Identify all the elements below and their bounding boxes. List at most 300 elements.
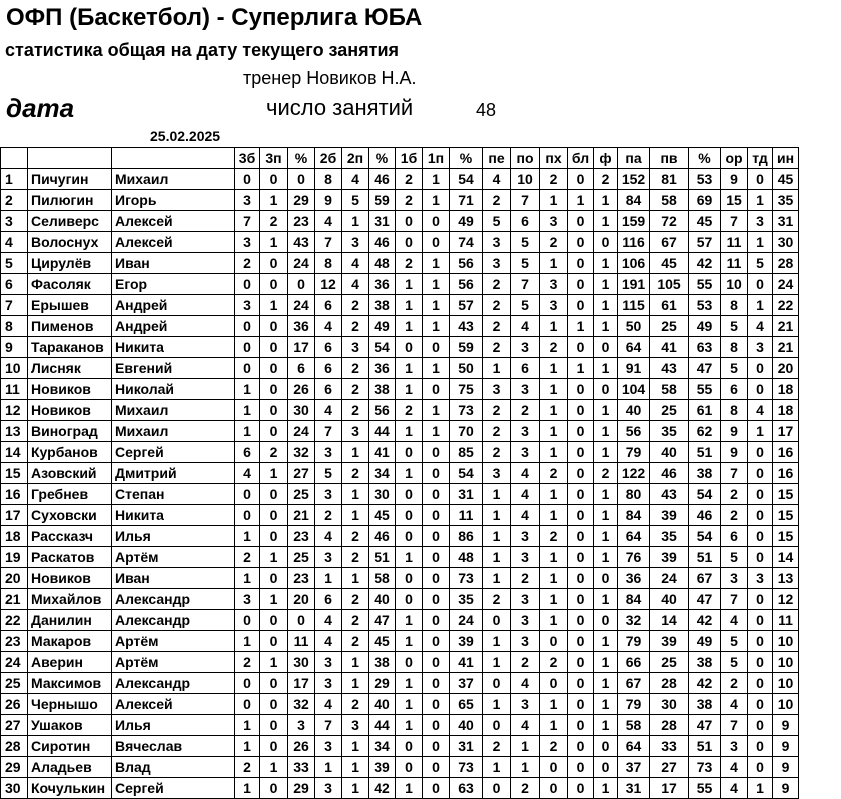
stat-cell: 8 — [721, 400, 748, 421]
stat-cell: 0 — [396, 337, 423, 358]
stat-cell: 0 — [396, 736, 423, 757]
surname-cell: Новиков — [28, 379, 112, 400]
stat-cell: 1 — [483, 568, 511, 589]
stat-cell: 0 — [396, 232, 423, 253]
table-row — [1, 421, 799, 442]
stat-cell: 1 — [594, 715, 618, 736]
stat-cell: 2 — [396, 169, 423, 190]
stat-cell: 0 — [568, 673, 594, 694]
surname-cell: Новиков — [28, 400, 112, 421]
stat-cell: 1 — [235, 421, 260, 442]
stat-cell: 1 — [235, 400, 260, 421]
stat-cell: 1 — [540, 694, 568, 715]
stat-cell: 1 — [540, 715, 568, 736]
stat-cell: 10 — [773, 673, 799, 694]
stat-cell: 3 — [748, 337, 773, 358]
stat-cell: 34 — [369, 736, 396, 757]
row-number-cell: 1 — [1, 169, 28, 190]
stat-cell: 0 — [260, 505, 288, 526]
stat-cell: 42 — [689, 673, 721, 694]
column-header: па — [618, 148, 650, 169]
stat-cell: 1 — [594, 484, 618, 505]
stat-cell: 1 — [594, 694, 618, 715]
stat-cell: 1 — [748, 190, 773, 211]
first-name-cell: Сергей — [112, 442, 235, 463]
stat-cell: 1 — [594, 526, 618, 547]
stat-cell: 0 — [568, 442, 594, 463]
stat-cell: 5 — [511, 295, 540, 316]
stat-cell: 1 — [342, 568, 369, 589]
stat-cell: 10 — [721, 274, 748, 295]
stat-cell: 2 — [540, 463, 568, 484]
stat-cell: 1 — [483, 505, 511, 526]
stat-cell: 4 — [721, 610, 748, 631]
surname-cell: Фасоляк — [28, 274, 112, 295]
stat-cell: 35 — [650, 526, 689, 547]
surname-cell: Пилюгин — [28, 190, 112, 211]
stat-cell: 0 — [568, 568, 594, 589]
stat-cell: 56 — [369, 400, 396, 421]
stat-cell: 42 — [689, 253, 721, 274]
stat-cell: 24 — [288, 253, 315, 274]
stat-cell: 0 — [594, 757, 618, 778]
stat-cell: 8 — [721, 295, 748, 316]
stat-cell: 1 — [540, 610, 568, 631]
stat-cell: 1 — [748, 421, 773, 442]
stat-cell: 30 — [773, 232, 799, 253]
stat-cell: 26 — [288, 736, 315, 757]
table-row — [1, 295, 799, 316]
stat-cell: 0 — [423, 610, 450, 631]
stat-cell: 5 — [342, 190, 369, 211]
stat-cell: 5 — [748, 253, 773, 274]
stat-cell: 0 — [748, 526, 773, 547]
stat-cell: 3 — [235, 589, 260, 610]
stat-cell: 64 — [618, 337, 650, 358]
stat-cell: 56 — [450, 274, 483, 295]
stat-cell: 159 — [618, 211, 650, 232]
stat-cell: 81 — [650, 169, 689, 190]
stat-cell: 0 — [260, 400, 288, 421]
column-header: 1п — [423, 148, 450, 169]
stat-cell: 1 — [594, 295, 618, 316]
stat-cell: 0 — [568, 757, 594, 778]
stat-cell: 0 — [260, 358, 288, 379]
stat-cell: 2 — [511, 778, 540, 799]
stat-cell: 1 — [594, 274, 618, 295]
stat-cell: 34 — [369, 463, 396, 484]
stat-cell: 3 — [315, 778, 342, 799]
stat-cell: 18 — [773, 379, 799, 400]
stat-cell: 0 — [423, 379, 450, 400]
stat-cell: 2 — [342, 631, 369, 652]
stat-cell: 1 — [594, 547, 618, 568]
stat-cell: 1 — [396, 379, 423, 400]
stat-cell: 6 — [721, 526, 748, 547]
row-number-cell: 29 — [1, 757, 28, 778]
column-header: пх — [540, 148, 568, 169]
stat-cell: 0 — [748, 379, 773, 400]
stat-cell: 2 — [721, 484, 748, 505]
stat-cell: 1 — [540, 442, 568, 463]
stat-cell: 1 — [423, 274, 450, 295]
stat-cell: 0 — [568, 211, 594, 232]
table-row — [1, 442, 799, 463]
stat-cell: 9 — [315, 190, 342, 211]
stat-cell: 73 — [450, 568, 483, 589]
stat-cell: 33 — [288, 757, 315, 778]
stat-cell: 70 — [450, 421, 483, 442]
stat-cell: 30 — [369, 484, 396, 505]
stat-cell: 0 — [568, 421, 594, 442]
stat-cell: 2 — [235, 652, 260, 673]
stat-cell: 45 — [369, 505, 396, 526]
stat-cell: 0 — [423, 631, 450, 652]
stat-cell: 61 — [650, 295, 689, 316]
surname-cell: Тараканов — [28, 337, 112, 358]
table-row — [1, 568, 799, 589]
stat-cell: 3 — [511, 379, 540, 400]
stat-cell: 1 — [235, 715, 260, 736]
stat-cell: 2 — [483, 589, 511, 610]
stat-cell: 37 — [618, 757, 650, 778]
stat-cell: 0 — [568, 463, 594, 484]
first-name-cell: Михаил — [112, 169, 235, 190]
stat-cell: 2 — [315, 505, 342, 526]
stat-cell: 25 — [288, 547, 315, 568]
stat-cell: 0 — [483, 715, 511, 736]
stat-cell: 39 — [450, 631, 483, 652]
stat-cell: 0 — [396, 589, 423, 610]
stat-cell: 1 — [396, 295, 423, 316]
stat-cell: 54 — [689, 526, 721, 547]
stat-cell: 4 — [511, 673, 540, 694]
stat-cell: 0 — [423, 484, 450, 505]
first-name-cell: Никита — [112, 337, 235, 358]
stat-cell: 22 — [773, 295, 799, 316]
stat-cell: 49 — [450, 211, 483, 232]
row-number-cell: 30 — [1, 778, 28, 799]
stat-cell: 72 — [650, 211, 689, 232]
stat-cell: 0 — [235, 316, 260, 337]
first-name-cell: Игорь — [112, 190, 235, 211]
stat-cell: 0 — [540, 757, 568, 778]
stat-cell: 0 — [423, 232, 450, 253]
stat-cell: 51 — [689, 547, 721, 568]
row-number-cell: 16 — [1, 484, 28, 505]
stat-cell: 39 — [650, 505, 689, 526]
stat-cell: 64 — [618, 736, 650, 757]
stat-cell: 1 — [540, 316, 568, 337]
first-name-cell: Егор — [112, 274, 235, 295]
stat-cell: 0 — [540, 631, 568, 652]
stat-cell: 86 — [450, 526, 483, 547]
stat-cell: 0 — [748, 610, 773, 631]
stat-cell: 25 — [650, 652, 689, 673]
stat-cell: 0 — [748, 169, 773, 190]
stat-cell: 25 — [650, 400, 689, 421]
stat-cell: 2 — [511, 400, 540, 421]
stat-cell: 39 — [369, 757, 396, 778]
stat-cell: 1 — [594, 631, 618, 652]
stat-cell: 2 — [483, 274, 511, 295]
first-name-cell: Никита — [112, 505, 235, 526]
stat-cell: 0 — [423, 505, 450, 526]
stat-cell: 4 — [315, 400, 342, 421]
stat-cell: 3 — [721, 736, 748, 757]
stat-cell: 49 — [689, 316, 721, 337]
stat-cell: 1 — [396, 610, 423, 631]
stat-cell: 1 — [396, 631, 423, 652]
stat-cell: 2 — [342, 547, 369, 568]
stats-table — [0, 147, 799, 799]
stat-cell: 1 — [594, 358, 618, 379]
stat-cell: 0 — [235, 358, 260, 379]
stat-cell: 0 — [594, 568, 618, 589]
stat-cell: 0 — [748, 484, 773, 505]
table-row — [1, 379, 799, 400]
stat-cell: 2 — [342, 295, 369, 316]
stat-cell: 55 — [689, 778, 721, 799]
stat-cell: 2 — [342, 589, 369, 610]
stat-cell: 0 — [423, 715, 450, 736]
stat-cell: 18 — [773, 400, 799, 421]
first-name-cell: Илья — [112, 526, 235, 547]
stat-cell: 1 — [342, 736, 369, 757]
stat-cell: 33 — [650, 736, 689, 757]
stat-cell: 4 — [315, 316, 342, 337]
stat-cell: 9 — [773, 715, 799, 736]
stat-cell: 46 — [369, 169, 396, 190]
stat-cell: 0 — [748, 652, 773, 673]
stat-cell: 1 — [423, 316, 450, 337]
stat-cell: 24 — [650, 568, 689, 589]
stat-cell: 32 — [618, 610, 650, 631]
stat-cell: 5 — [721, 316, 748, 337]
stat-cell: 40 — [650, 442, 689, 463]
stat-cell: 0 — [568, 526, 594, 547]
stat-cell: 14 — [650, 610, 689, 631]
stat-cell: 21 — [288, 505, 315, 526]
stat-cell: 6 — [315, 589, 342, 610]
stat-cell: 36 — [288, 316, 315, 337]
row-number-cell: 21 — [1, 589, 28, 610]
stat-cell: 0 — [568, 631, 594, 652]
stat-cell: 1 — [483, 547, 511, 568]
stat-cell: 0 — [568, 169, 594, 190]
stat-cell: 6 — [288, 358, 315, 379]
stat-cell: 1 — [483, 652, 511, 673]
stat-cell: 9 — [721, 442, 748, 463]
stat-cell: 10 — [773, 652, 799, 673]
stat-cell: 0 — [568, 274, 594, 295]
stat-cell: 36 — [618, 568, 650, 589]
stat-cell: 27 — [288, 463, 315, 484]
stat-cell: 0 — [423, 337, 450, 358]
stat-cell: 1 — [396, 316, 423, 337]
row-number-cell: 2 — [1, 190, 28, 211]
stat-cell: 1 — [260, 463, 288, 484]
first-name-cell: Михаил — [112, 400, 235, 421]
stat-cell: 25 — [650, 316, 689, 337]
stat-cell: 0 — [568, 337, 594, 358]
stat-cell: 0 — [568, 253, 594, 274]
stat-cell: 1 — [511, 757, 540, 778]
coach-label: тренер Новиков Н.А. — [243, 68, 417, 88]
stat-cell: 4 — [511, 484, 540, 505]
column-header — [28, 148, 112, 169]
stat-cell: 69 — [689, 190, 721, 211]
stat-cell: 0 — [423, 526, 450, 547]
stat-cell: 3 — [235, 295, 260, 316]
stat-cell: 1 — [748, 232, 773, 253]
stat-cell: 3 — [511, 442, 540, 463]
first-name-cell: Алексей — [112, 232, 235, 253]
surname-cell: Селиверс — [28, 211, 112, 232]
stat-cell: 17 — [650, 778, 689, 799]
stat-cell: 4 — [342, 274, 369, 295]
stat-cell: 0 — [260, 736, 288, 757]
stat-cell: 0 — [568, 232, 594, 253]
stat-cell: 2 — [721, 505, 748, 526]
row-number-cell: 27 — [1, 715, 28, 736]
table-row — [1, 589, 799, 610]
stat-cell: 5 — [511, 253, 540, 274]
stat-cell: 0 — [235, 694, 260, 715]
stat-cell: 45 — [650, 253, 689, 274]
stat-cell: 3 — [315, 736, 342, 757]
stat-cell: 58 — [369, 568, 396, 589]
stat-cell: 84 — [618, 505, 650, 526]
stat-cell: 2 — [540, 652, 568, 673]
stat-cell: 9 — [773, 736, 799, 757]
stat-cell: 10 — [773, 631, 799, 652]
stat-cell: 0 — [260, 379, 288, 400]
first-name-cell: Вячеслав — [112, 736, 235, 757]
stat-cell: 4 — [721, 757, 748, 778]
stat-cell: 0 — [748, 736, 773, 757]
stat-cell: 1 — [342, 757, 369, 778]
stat-cell: 73 — [689, 757, 721, 778]
stat-cell: 0 — [748, 463, 773, 484]
stat-cell: 7 — [511, 190, 540, 211]
table-row — [1, 652, 799, 673]
stat-cell: 2 — [235, 253, 260, 274]
stat-cell: 0 — [483, 610, 511, 631]
stat-cell: 39 — [650, 547, 689, 568]
surname-cell: Цирулёв — [28, 253, 112, 274]
stat-cell: 0 — [423, 652, 450, 673]
surname-cell: Макаров — [28, 631, 112, 652]
stat-cell: 47 — [689, 589, 721, 610]
first-name-cell: Дмитрий — [112, 463, 235, 484]
stat-cell: 1 — [594, 211, 618, 232]
first-name-cell: Александр — [112, 589, 235, 610]
stat-cell: 62 — [689, 421, 721, 442]
stat-cell: 2 — [235, 547, 260, 568]
surname-cell: Раскатов — [28, 547, 112, 568]
stat-cell: 0 — [288, 610, 315, 631]
stat-cell: 1 — [483, 757, 511, 778]
stat-cell: 0 — [540, 778, 568, 799]
stat-cell: 2 — [483, 190, 511, 211]
stat-cell: 55 — [689, 379, 721, 400]
stat-cell: 4 — [511, 715, 540, 736]
stat-cell: 0 — [594, 736, 618, 757]
stat-cell: 1 — [423, 421, 450, 442]
stat-cell: 38 — [689, 652, 721, 673]
stat-cell: 24 — [450, 610, 483, 631]
stat-cell: 2 — [483, 295, 511, 316]
stat-cell: 4 — [511, 505, 540, 526]
stat-cell: 1 — [423, 295, 450, 316]
stat-cell: 31 — [618, 778, 650, 799]
stat-cell: 48 — [450, 547, 483, 568]
stat-cell: 47 — [689, 715, 721, 736]
stat-cell: 115 — [618, 295, 650, 316]
stat-cell: 47 — [369, 610, 396, 631]
stat-cell: 3 — [235, 232, 260, 253]
column-header: ф — [594, 148, 618, 169]
page-subtitle: статистика общая на дату текущего занятия — [5, 40, 400, 60]
stat-cell: 2 — [483, 337, 511, 358]
stat-cell: 4 — [748, 400, 773, 421]
stat-cell: 67 — [689, 568, 721, 589]
stat-cell: 1 — [235, 526, 260, 547]
row-number-cell: 18 — [1, 526, 28, 547]
surname-cell: Чернышо — [28, 694, 112, 715]
surname-cell: Кочулькин — [28, 778, 112, 799]
stat-cell: 1 — [423, 190, 450, 211]
stat-cell: 1 — [483, 694, 511, 715]
first-name-cell: Андрей — [112, 316, 235, 337]
stat-cell: 3 — [315, 442, 342, 463]
first-name-cell: Артём — [112, 652, 235, 673]
stat-cell: 1 — [594, 316, 618, 337]
stat-cell: 0 — [235, 169, 260, 190]
row-number-cell: 10 — [1, 358, 28, 379]
stat-cell: 1 — [342, 442, 369, 463]
stat-cell: 1 — [342, 484, 369, 505]
stat-cell: 9 — [773, 757, 799, 778]
stat-cell: 4 — [511, 463, 540, 484]
stat-cell: 28 — [773, 253, 799, 274]
stat-cell: 3 — [315, 484, 342, 505]
table-row — [1, 673, 799, 694]
row-number-cell: 19 — [1, 547, 28, 568]
stat-cell: 0 — [260, 610, 288, 631]
stat-cell: 4 — [342, 169, 369, 190]
stat-cell: 0 — [594, 379, 618, 400]
stat-cell: 2 — [540, 232, 568, 253]
stat-cell: 29 — [369, 673, 396, 694]
stat-cell: 3 — [540, 295, 568, 316]
stat-cell: 51 — [689, 442, 721, 463]
stat-cell: 1 — [342, 211, 369, 232]
stat-cell: 0 — [568, 736, 594, 757]
stat-cell: 35 — [650, 421, 689, 442]
row-number-cell: 9 — [1, 337, 28, 358]
stat-cell: 3 — [511, 631, 540, 652]
stat-cell: 51 — [689, 736, 721, 757]
stat-cell: 0 — [568, 547, 594, 568]
stat-cell: 0 — [235, 673, 260, 694]
surname-cell: Волоснух — [28, 232, 112, 253]
table-row — [1, 232, 799, 253]
stat-cell: 4 — [483, 169, 511, 190]
stat-cell: 3 — [483, 232, 511, 253]
stat-cell: 15 — [773, 505, 799, 526]
